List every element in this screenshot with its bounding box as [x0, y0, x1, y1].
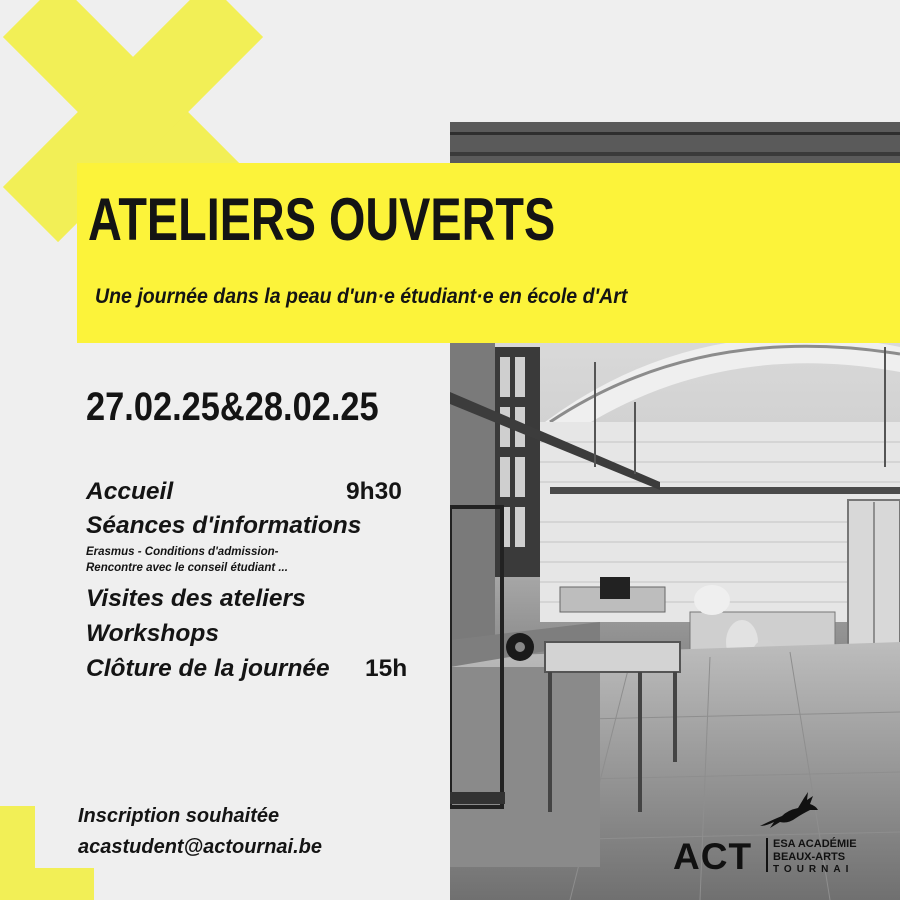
program-seances-label: Séances d'informations	[86, 512, 362, 539]
page-title: ATELIERS OUVERTS	[88, 186, 556, 253]
logo-line-2: BEAUX-ARTS	[773, 851, 846, 863]
decorative-corner-horizontal	[0, 868, 94, 900]
logo-act: ACT	[673, 836, 753, 877]
inscription-label: Inscription souhaitée	[78, 805, 280, 827]
logo-line-1: ESA ACADÉMIE	[773, 838, 857, 850]
program-seances-details-1: Erasmus - Conditions d'admission-	[86, 546, 279, 558]
program-cloture-label: Clôture de la journée	[86, 655, 330, 682]
program-accueil-label: Accueil	[86, 478, 174, 505]
inscription-email[interactable]: acastudent@actournai.be	[78, 836, 323, 858]
page-subtitle: Une journée dans la peau d'un·e étudiant·e en école d'Art	[95, 285, 628, 308]
program-cloture-time: 15h	[365, 655, 408, 682]
program-accueil-time: 9h30	[346, 478, 402, 505]
program-workshops-label: Workshops	[86, 620, 219, 647]
antelope-logo-icon	[758, 790, 820, 837]
logo-line-3: TOURNAI	[773, 864, 854, 875]
program-visites-label: Visites des ateliers	[86, 585, 306, 612]
logo-separator	[766, 838, 768, 872]
event-dates: 27.02.25&28.02.25	[86, 385, 379, 429]
program-seances-details-2: Rencontre avec le conseil étudiant ...	[86, 562, 288, 574]
